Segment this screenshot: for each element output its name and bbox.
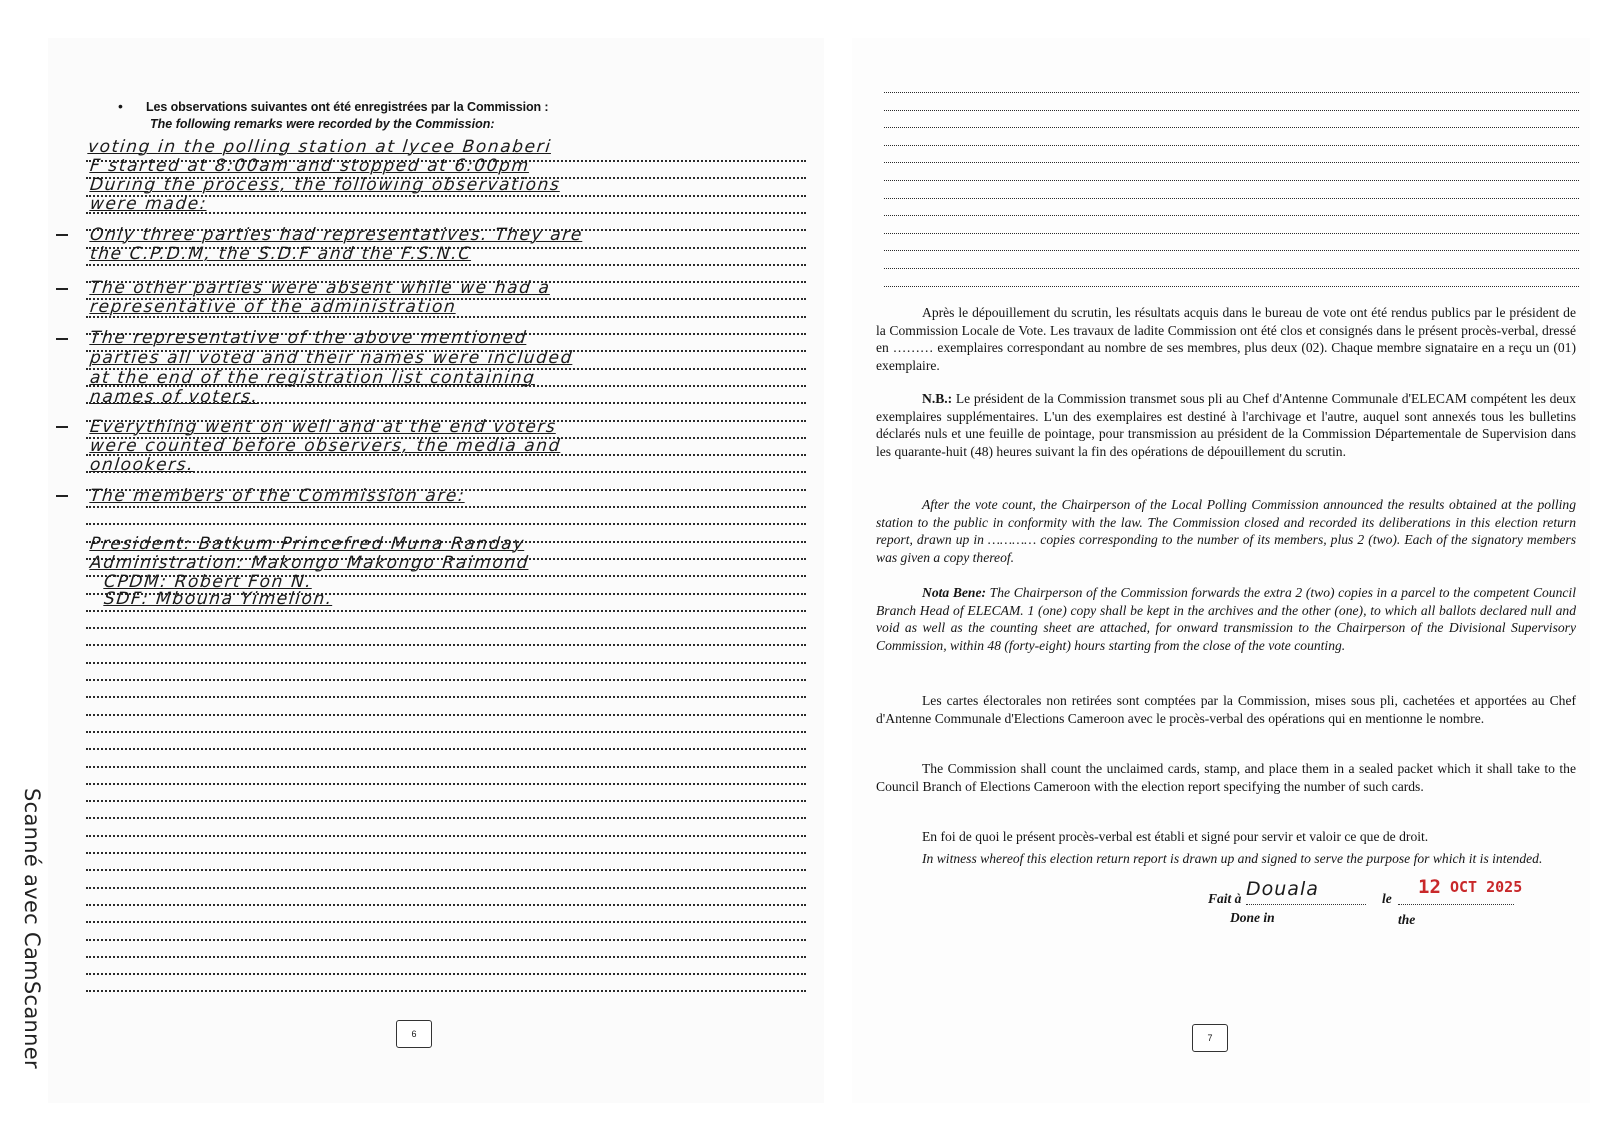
handwritten-line: representative of the administration bbox=[88, 297, 458, 317]
ruled-line bbox=[86, 990, 806, 994]
ruled-line bbox=[86, 264, 806, 268]
nb-text-en: The Chairperson of the Commission forwards the extra 2 (two) copies in a parcel to the competent Council Branch Head of ELECAM. 1 (one) copy shall be kept in the archives and the other (one), to which all ballots declared null and void as well as the counting sheet are attached, for onward transmission to the Chairperson of the Divisional Supervisory Commission, within 48 (forty-eight) hours starting from the close of the vote counting. bbox=[876, 585, 1576, 653]
ruled-line bbox=[884, 198, 1579, 201]
ruled-line bbox=[86, 731, 806, 735]
handwritten-line: the C.P.D.M, the S.D.F and the F.S.N.C bbox=[88, 244, 473, 264]
nb-label-fr: N.B.: bbox=[922, 391, 953, 406]
ruled-line bbox=[86, 783, 806, 787]
ruled-line bbox=[884, 145, 1579, 148]
bullet-dash bbox=[56, 234, 68, 236]
handwritten-line: CPDM: Robert Fon N. bbox=[102, 572, 314, 592]
page-left bbox=[48, 38, 824, 1103]
handwritten-line: voting in the polling station at lycee Bonaberi bbox=[86, 137, 553, 157]
ruled-line bbox=[86, 714, 806, 718]
results-paragraph-en: After the vote count, the Chairperson of the Local Polling Commission announced the results obtained at the polling station to the public in conformity with the law. The Commission closed and recorded its deliberations in this election return report, drawn up in ………… copies corresponding to the number of its members, plus 2 (two). Each of the signatory members was given a copy thereof. bbox=[876, 497, 1576, 565]
ruled-line bbox=[884, 286, 1579, 289]
date-dotted-line bbox=[1398, 904, 1514, 906]
handwritten-line: were made: bbox=[88, 194, 209, 214]
handwritten-line: Only three parties had representatives. They are bbox=[88, 225, 585, 245]
ruled-line bbox=[86, 696, 806, 700]
handwritten-line: The other parties were absent while we had a bbox=[88, 278, 552, 298]
handwritten-line: Administration: Makongo Makongo Raimond bbox=[88, 553, 531, 573]
done-in-label: Done in bbox=[1230, 910, 1275, 925]
ruled-line bbox=[86, 610, 806, 614]
nb-text-fr: Le président de la Commission transmet sous pli au Chef d'Antenne Communale d'ELECAM compétent les deux exemplaires supplémentaires. L'un des exemplaires est destiné à l'archivage et l'autre, auquel sont annexés tous les bulletins déclarés nuls et une feuille de pointage, pour transmission au président de la Commission Départementale de Supervision dans les quarante-huit (48) heures suivant la fin des opérations de dépouillement du scrutin. bbox=[876, 391, 1576, 459]
ruled-line bbox=[86, 852, 806, 856]
ruled-line bbox=[884, 250, 1579, 253]
handwritten-line: onlookers. bbox=[88, 455, 196, 475]
date-stamp-rest: OCT 2025 bbox=[1450, 878, 1523, 896]
fait-dotted-line bbox=[1246, 904, 1366, 906]
ruled-line bbox=[884, 233, 1579, 236]
nb-paragraph-en bbox=[876, 584, 1576, 654]
ruled-line bbox=[884, 268, 1579, 271]
ruled-line bbox=[86, 748, 806, 752]
ruled-line bbox=[86, 817, 806, 821]
title-bullet: • bbox=[118, 98, 123, 114]
nb-label-en: Nota Bene: bbox=[922, 585, 987, 600]
handwritten-line: The representative of the above mentioned bbox=[88, 328, 529, 348]
observations-title-fr: Les observations suivantes ont été enregistrées par la Commission : bbox=[146, 100, 549, 114]
page-right bbox=[852, 38, 1590, 1103]
handwritten-line: F started at 8:00am and stopped at 6:00pm bbox=[88, 156, 531, 176]
observations-title-en: The following remarks were recorded by the Commission: bbox=[150, 117, 495, 131]
bullet-dash bbox=[56, 338, 68, 340]
ruled-line bbox=[86, 644, 806, 648]
camscanner-watermark: Scanné avec CamScanner bbox=[20, 788, 44, 1069]
ruled-line bbox=[884, 127, 1579, 130]
ruled-line bbox=[884, 110, 1579, 113]
ruled-line bbox=[86, 869, 806, 873]
ruled-line bbox=[86, 800, 806, 804]
handwritten-line: names of voters. bbox=[88, 387, 260, 407]
the-label: the bbox=[1398, 912, 1416, 927]
results-paragraph-fr: Après le dépouillement du scrutin, les résultats acquis dans le bureau de vote ont été rendus publics par le président de la Commission Locale de Vote. Les travaux de ladite Commission ont été clos et consignés dans le présent procès-verbal, dressé en ……… exemplaires correspondant au nombre de ses membres, plus deux (02). Chaque membre signataire en a reçu un (01) exemplaire. bbox=[876, 305, 1576, 373]
ruled-line bbox=[86, 939, 806, 943]
ruled-line bbox=[86, 506, 806, 510]
ruled-line bbox=[884, 92, 1579, 95]
witness-fr: En foi de quoi le présent procès-verbal est établi et signé pour servir et valoir ce que de droit. bbox=[922, 829, 1429, 844]
fait-label: Fait à bbox=[1208, 891, 1242, 906]
ruled-line bbox=[86, 887, 806, 891]
page-number-left: 6 bbox=[396, 1020, 432, 1048]
handwritten-line: were counted before observers, the media and bbox=[88, 436, 563, 456]
ruled-line bbox=[86, 921, 806, 925]
ruled-line bbox=[86, 471, 806, 475]
ruled-line bbox=[86, 835, 806, 839]
handwritten-line: SDF: Mbouna Yimelion. bbox=[102, 589, 334, 609]
bullet-dash bbox=[56, 288, 68, 290]
ruled-line bbox=[86, 679, 806, 683]
handwritten-line: During the process, the following observations bbox=[88, 175, 562, 195]
ruled-line bbox=[86, 766, 806, 770]
handwritten-line: President: Batkum Princefred Muna Randay bbox=[88, 534, 526, 554]
ruled-line bbox=[86, 523, 806, 527]
ruled-line bbox=[86, 662, 806, 666]
fait-place-handwritten: Douala bbox=[1246, 878, 1319, 900]
bullet-dash bbox=[56, 426, 68, 428]
handwritten-line: parties all voted and their names were included bbox=[88, 348, 575, 368]
page-number-right: 7 bbox=[1192, 1024, 1228, 1052]
le-label: le bbox=[1382, 891, 1392, 906]
date-stamp-day: 12 bbox=[1418, 876, 1441, 898]
ruled-line bbox=[86, 973, 806, 977]
handwritten-line: Everything went on well and at the end voters bbox=[88, 417, 558, 437]
witness-en: In witness whereof this election return report is drawn up and signed to serve the purpose for which it is intended. bbox=[922, 851, 1543, 866]
ruled-line bbox=[86, 904, 806, 908]
handwritten-line: at the end of the registration list containing bbox=[88, 368, 537, 388]
ruled-line bbox=[884, 180, 1579, 183]
handwritten-line: The members of the Commission are: bbox=[88, 486, 467, 506]
nb-paragraph-fr bbox=[876, 390, 1576, 460]
cards-paragraph-fr: Les cartes électorales non retirées sont comptées par la Commission, mises sous pli, cachetées et apportées au Chef d'Antenne Communale d'Elections Cameroon avec le procès-verbal des opérations qui en mentionne le nombre. bbox=[876, 693, 1576, 726]
ruled-line bbox=[86, 627, 806, 631]
cards-paragraph-en: The Commission shall count the unclaimed cards, stamp, and place them in a sealed packet which it shall take to the Council Branch of Elections Cameroon with the election report specifying the number of such cards. bbox=[876, 761, 1576, 794]
ruled-line bbox=[86, 956, 806, 960]
ruled-line bbox=[884, 215, 1579, 218]
ruled-line bbox=[884, 162, 1579, 165]
bullet-dash bbox=[56, 495, 68, 497]
